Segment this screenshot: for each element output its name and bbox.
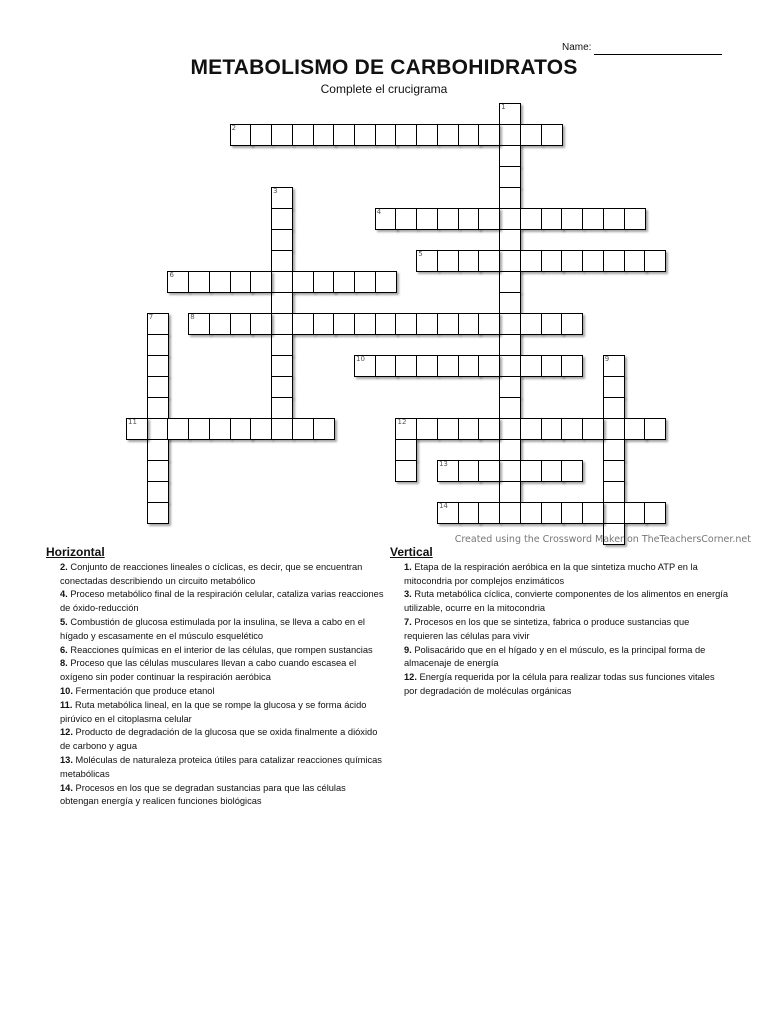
crossword-cell[interactable]: [167, 271, 189, 293]
crossword-cell[interactable]: [375, 124, 397, 146]
crossword-cell[interactable]: [499, 313, 521, 335]
crossword-cell[interactable]: [478, 313, 500, 335]
crossword-cell[interactable]: [603, 481, 625, 503]
horizontal-clue: [46, 782, 384, 810]
clue-index: 9.: [404, 644, 412, 655]
crossword-cell[interactable]: [499, 397, 521, 419]
clue-text: Procesos en los que se sintetiza, fabrica o produce sustancias que requieren las células para vivir: [404, 616, 690, 641]
crossword-cell[interactable]: [561, 355, 583, 377]
clue-number: 6: [169, 271, 174, 279]
crossword-cell[interactable]: [209, 313, 231, 335]
crossword-cell[interactable]: [313, 271, 335, 293]
crossword-cell[interactable]: [416, 124, 438, 146]
crossword-cell[interactable]: [271, 355, 293, 377]
crossword-cell[interactable]: [603, 502, 625, 524]
crossword-cell[interactable]: [644, 502, 666, 524]
crossword-cell[interactable]: [478, 418, 500, 440]
clue-number: 11: [128, 418, 137, 426]
crossword-cell[interactable]: [147, 397, 169, 419]
name-label: Name:: [562, 42, 592, 53]
clue-text: Procesos en los que se degradan sustancias para que las células obtengan energía y realicen funciones biológicas: [60, 782, 346, 807]
crossword-cell[interactable]: [499, 124, 521, 146]
clue-index: 3.: [404, 589, 412, 600]
vertical-clue: [390, 588, 730, 616]
crossword-cell[interactable]: [478, 460, 500, 482]
crossword-cell[interactable]: [582, 418, 604, 440]
crossword-cell[interactable]: [603, 439, 625, 461]
crossword-cell[interactable]: [561, 502, 583, 524]
clue-index: 2.: [60, 561, 68, 572]
crossword-cell[interactable]: [292, 418, 314, 440]
crossword-cell[interactable]: [561, 418, 583, 440]
crossword-cell[interactable]: [354, 313, 376, 335]
crossword-cell[interactable]: [541, 313, 563, 335]
crossword-cell[interactable]: [499, 334, 521, 356]
crossword-cell[interactable]: [499, 460, 521, 482]
horizontal-clue: [46, 726, 384, 754]
crossword-cell[interactable]: [395, 418, 417, 440]
clue-number: 10: [356, 355, 365, 363]
clue-text: Polisacárido que en el hígado y en el músculo, es la principal forma de almacenaje de energía: [404, 644, 706, 669]
crossword-cell[interactable]: [603, 355, 625, 377]
crossword-cell[interactable]: [292, 124, 314, 146]
horizontal-clue: [46, 644, 384, 658]
crossword-cell[interactable]: [416, 313, 438, 335]
crossword-cell[interactable]: [147, 418, 169, 440]
crossword-cell[interactable]: [271, 208, 293, 230]
clue-text: Conjunto de reacciones lineales o cíclicas, es decir, que se encuentran conectadas describiendo un circuito metabólico: [60, 561, 363, 586]
crossword-cell[interactable]: [147, 481, 169, 503]
crossword-cell[interactable]: [437, 355, 459, 377]
crossword-cell[interactable]: [499, 166, 521, 188]
clue-number: 14: [438, 502, 448, 510]
crossword-cell[interactable]: [416, 418, 438, 440]
crossword-cell[interactable]: [499, 376, 521, 398]
crossword-cell[interactable]: [188, 313, 210, 335]
crossword-cell[interactable]: [437, 313, 459, 335]
crossword-cell[interactable]: [541, 355, 563, 377]
crossword-cell[interactable]: [603, 418, 625, 440]
crossword-cell[interactable]: [313, 313, 335, 335]
crossword-cell[interactable]: [271, 376, 293, 398]
clue-index: 6.: [60, 644, 68, 655]
crossword-cell[interactable]: [603, 250, 625, 272]
crossword-cell[interactable]: [624, 418, 646, 440]
crossword-cell[interactable]: [603, 376, 625, 398]
crossword-cell[interactable]: [458, 208, 480, 230]
clue-text: Ruta metabólica cíclica, convierte componentes de los alimentos en energía utilizable, ocurre en la mitocondria: [404, 589, 729, 614]
crossword-cell[interactable]: [624, 502, 646, 524]
crossword-cell[interactable]: [188, 271, 210, 293]
crossword-cell[interactable]: [375, 208, 397, 230]
clue-index: 5.: [60, 616, 68, 627]
clue-number: 5: [418, 250, 423, 258]
clue-index: 12.: [60, 727, 73, 738]
crossword-cell[interactable]: [354, 124, 376, 146]
crossword-cell[interactable]: [541, 250, 563, 272]
crossword-cell[interactable]: [458, 124, 480, 146]
crossword-cell[interactable]: [250, 418, 272, 440]
crossword-cell[interactable]: [478, 250, 500, 272]
crossword-cell[interactable]: [250, 271, 272, 293]
crossword-cell[interactable]: [520, 208, 542, 230]
crossword-cell[interactable]: [188, 418, 210, 440]
crossword-cell[interactable]: [147, 460, 169, 482]
crossword-cell[interactable]: [395, 460, 417, 482]
crossword-cell[interactable]: [375, 355, 397, 377]
clue-text: Moléculas de naturaleza proteica útiles para catalizar reacciones químicas metabólicas: [60, 754, 382, 779]
crossword-cell[interactable]: [541, 124, 563, 146]
vertical-clue: [390, 616, 730, 644]
crossword-cell[interactable]: [271, 229, 293, 251]
crossword-cell[interactable]: [437, 208, 459, 230]
crossword-cell[interactable]: [147, 313, 169, 335]
crossword-cell[interactable]: [292, 313, 314, 335]
crossword-cell[interactable]: [458, 355, 480, 377]
crossword-cell[interactable]: [520, 418, 542, 440]
crossword-cell[interactable]: [458, 250, 480, 272]
clue-number: 8: [190, 313, 195, 321]
crossword-cell[interactable]: [147, 355, 169, 377]
crossword-cell[interactable]: [147, 439, 169, 461]
crossword-cell[interactable]: [478, 208, 500, 230]
clue-index: 12.: [404, 672, 417, 683]
crossword-cell[interactable]: [313, 124, 335, 146]
horizontal-clue-list: [46, 561, 384, 809]
clue-text: Proceso metabólico final de la respiración celular, cataliza varias reacciones de óxido-reducción: [60, 589, 384, 614]
crossword-cell[interactable]: [520, 355, 542, 377]
crossword-cell[interactable]: [271, 313, 293, 335]
crossword-cell[interactable]: [395, 313, 417, 335]
crossword-cell[interactable]: [458, 460, 480, 482]
crossword-cell[interactable]: [271, 187, 293, 209]
clue-text: Ruta metabólica lineal, en la que se rompe la glucosa y se forma ácido pirúvico en el citoplasma celular: [60, 699, 367, 724]
crossword-cell[interactable]: [271, 250, 293, 272]
crossword-cell[interactable]: [395, 124, 417, 146]
crossword-cell[interactable]: [499, 271, 521, 293]
crossword-cell[interactable]: [499, 292, 521, 314]
clue-number: 2: [231, 124, 237, 132]
vertical-heading: Vertical: [390, 545, 433, 559]
crossword-cell[interactable]: [561, 250, 583, 272]
crossword-cell[interactable]: [147, 334, 169, 356]
crossword-cell[interactable]: [271, 418, 293, 440]
crossword-cell[interactable]: [395, 439, 417, 461]
crossword-cell[interactable]: [354, 355, 376, 377]
crossword-cell[interactable]: [458, 418, 480, 440]
crossword-cell[interactable]: [147, 502, 169, 524]
crossword-cell[interactable]: [499, 502, 521, 524]
crossword-cell[interactable]: [520, 313, 542, 335]
crossword-cell[interactable]: [437, 124, 459, 146]
horizontal-clue: [46, 588, 384, 616]
crossword-cell[interactable]: [499, 145, 521, 167]
crossword-cell[interactable]: [230, 313, 252, 335]
crossword-cell[interactable]: [375, 313, 397, 335]
crossword-cell[interactable]: [250, 313, 272, 335]
horizontal-clues: [46, 546, 384, 809]
crossword-cell[interactable]: [478, 502, 500, 524]
clue-number: 4: [376, 208, 382, 216]
crossword-cell[interactable]: [561, 208, 583, 230]
clue-text: Producto de degradación de la glucosa que se oxida finalmente a dióxido de carbono y agua: [60, 727, 378, 752]
crossword-cell[interactable]: [541, 460, 563, 482]
horizontal-clue: [46, 657, 384, 685]
crossword-cell[interactable]: [478, 124, 500, 146]
crossword-cell[interactable]: [458, 313, 480, 335]
clue-index: 8.: [60, 658, 68, 669]
crossword-cell[interactable]: [603, 208, 625, 230]
crossword-cell[interactable]: [437, 250, 459, 272]
crossword-cell[interactable]: [416, 250, 438, 272]
crossword-cell[interactable]: [333, 271, 355, 293]
crossword-cell[interactable]: [354, 271, 376, 293]
crossword-cell[interactable]: [271, 292, 293, 314]
crossword-cell[interactable]: [395, 355, 417, 377]
crossword-cell[interactable]: [499, 481, 521, 503]
clue-index: 4.: [60, 589, 68, 600]
clue-index: 14.: [60, 782, 73, 793]
crossword-cell[interactable]: [499, 439, 521, 461]
vertical-clue: [390, 644, 730, 672]
crossword-cell[interactable]: [624, 250, 646, 272]
vertical-clue: [390, 561, 730, 589]
clue-number: 9: [604, 355, 610, 363]
crossword-cell[interactable]: [520, 460, 542, 482]
crossword-cell[interactable]: [230, 124, 252, 146]
crossword-cell[interactable]: [271, 334, 293, 356]
clue-text: Fermentación que produce etanol: [72, 685, 215, 696]
horizontal-clue: [46, 699, 384, 727]
crossword-cell[interactable]: [395, 208, 417, 230]
vertical-clues: [390, 546, 730, 699]
crossword-cell[interactable]: [541, 502, 563, 524]
crossword-cell[interactable]: [209, 271, 231, 293]
crossword-cell[interactable]: [541, 418, 563, 440]
clue-number: 13: [438, 460, 448, 468]
clue-index: 7.: [404, 616, 412, 627]
clue-index: 10.: [60, 685, 73, 696]
horizontal-clue: [46, 685, 384, 699]
crossword-cell[interactable]: [230, 271, 252, 293]
clue-text: Combustión de glucosa estimulada por la insulina, se lleva a cabo en el hígado y escasamente en el músculo esquelético: [60, 616, 365, 641]
crossword-cell[interactable]: [478, 355, 500, 377]
crossword-cell[interactable]: [126, 418, 148, 440]
clue-number: 12: [397, 418, 407, 426]
crossword-cell[interactable]: [499, 229, 521, 251]
crossword-cell[interactable]: [644, 418, 666, 440]
crossword-cell[interactable]: [582, 250, 604, 272]
crossword-cell[interactable]: [603, 460, 625, 482]
crossword-cell[interactable]: [499, 250, 521, 272]
clue-index: 1.: [404, 561, 412, 572]
crossword-cell[interactable]: [541, 208, 563, 230]
page-title: METABOLISMO DE CARBOHIDRATOS: [190, 56, 578, 79]
clue-number: 7: [148, 313, 154, 321]
crossword-cell[interactable]: [582, 502, 604, 524]
crossword-cell[interactable]: [582, 208, 604, 230]
crossword-cell[interactable]: [250, 124, 272, 146]
clue-text: Energía requerida por la célula para realizar todas sus funciones vitales por degradación de moléculas orgánicas: [404, 672, 715, 696]
crossword-cell[interactable]: [167, 418, 189, 440]
vertical-clue: [390, 671, 730, 699]
crossword-cell[interactable]: [416, 208, 438, 230]
crossword-cell[interactable]: [561, 460, 583, 482]
crossword-cell[interactable]: [520, 502, 542, 524]
credit-text: Created using the Crossword Maker on TheTeachersCorner.net: [454, 534, 751, 545]
crossword-cell[interactable]: [147, 376, 169, 398]
clue-text: Reacciones químicas en el interior de las células, que rompen sustancias: [67, 644, 373, 655]
crossword-cell[interactable]: [520, 250, 542, 272]
crossword-cell[interactable]: [333, 313, 355, 335]
clue-text: Proceso que las células musculares llevan a cabo cuando escasea el oxígeno sin poder continuar la respiración aeróbica: [60, 658, 357, 683]
crossword-cell[interactable]: [437, 460, 459, 482]
clue-number: 3: [273, 187, 278, 195]
horizontal-clue: [46, 561, 384, 589]
page-subtitle: Complete el crucigrama: [320, 82, 448, 96]
crossword-cell[interactable]: [271, 124, 293, 146]
clue-number: 1: [501, 103, 506, 111]
crossword-cell[interactable]: [499, 208, 521, 230]
crossword-cell[interactable]: [333, 124, 355, 146]
crossword-cell[interactable]: [209, 418, 231, 440]
crossword-cell[interactable]: [271, 397, 293, 419]
vertical-clue-list: [390, 561, 730, 699]
crossword-cell[interactable]: [458, 502, 480, 524]
crossword-cell[interactable]: [375, 271, 397, 293]
crossword-cell[interactable]: [437, 502, 459, 524]
horizontal-clue: [46, 754, 384, 782]
crossword-cell[interactable]: [561, 313, 583, 335]
crossword-cell[interactable]: [499, 355, 521, 377]
crossword-cell[interactable]: [644, 250, 666, 272]
crossword-cell[interactable]: [313, 418, 335, 440]
crossword-cell[interactable]: [603, 397, 625, 419]
crossword-cell[interactable]: [437, 418, 459, 440]
crossword-cell[interactable]: [499, 418, 521, 440]
clue-text: Etapa de la respiración aeróbica en la que sintetiza mucho ATP en la mitocondria por complejos enzimáticos: [404, 561, 698, 586]
crossword-cell[interactable]: [624, 208, 646, 230]
crossword-cell[interactable]: [271, 271, 293, 293]
horizontal-heading: Horizontal: [46, 545, 105, 559]
clue-index: 13.: [60, 754, 73, 765]
crossword-cell[interactable]: [520, 124, 542, 146]
crossword-cell[interactable]: [292, 271, 314, 293]
crossword-cell[interactable]: [416, 355, 438, 377]
crossword-cell[interactable]: [230, 418, 252, 440]
crossword-cell[interactable]: [499, 187, 521, 209]
clue-index: 11.: [60, 699, 73, 710]
crossword-cell[interactable]: [499, 103, 521, 125]
horizontal-clue: [46, 616, 384, 644]
